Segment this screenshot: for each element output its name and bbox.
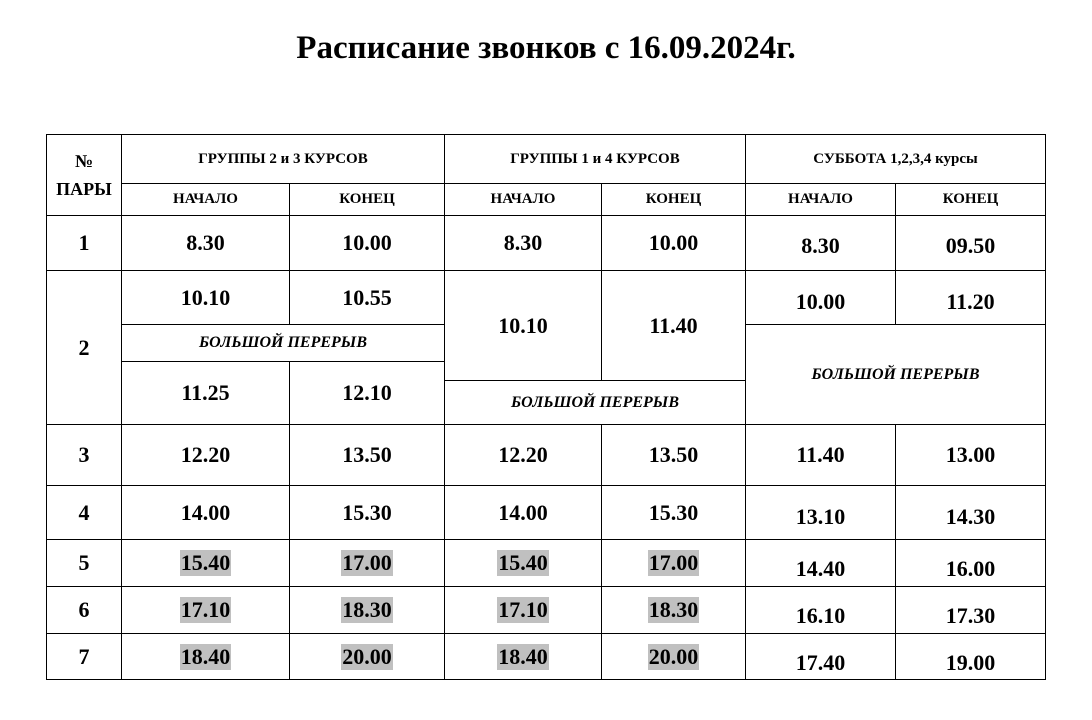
time-cell: 10.10 [122, 271, 290, 325]
time-cell: 13.00 [896, 425, 1045, 486]
time-cell [290, 540, 445, 587]
highlighted-time: 18.40 [180, 643, 231, 669]
highlighted-time: 18.30 [648, 597, 699, 622]
break-label: БОЛЬШОЙ ПЕРЕРЫВ [445, 381, 746, 425]
time-cell: 09.50 [896, 216, 1045, 271]
highlighted-time: 15.40 [498, 550, 548, 575]
header-pair [47, 135, 122, 216]
subheader-c-end: КОНЕЦ [896, 184, 1045, 216]
highlighted-time: 18.30 [342, 597, 392, 622]
time-cell [445, 634, 602, 679]
highlighted-time: 17.00 [342, 550, 392, 575]
time-cell: 8.30 [746, 216, 896, 271]
time-cell [122, 540, 290, 587]
time-cell: 13.50 [602, 425, 746, 486]
pair-number: 5 [47, 540, 122, 587]
page-title: Расписание звонков с 16.09.2024г. [296, 30, 796, 66]
time-cell: 10.10 [445, 271, 602, 381]
pair-number: 1 [47, 216, 122, 271]
time-cell [602, 540, 746, 587]
time-cell: 8.30 [445, 216, 602, 271]
header-group-2-3: ГРУППЫ 2 и 3 КУРСОВ [122, 135, 445, 184]
time-cell [122, 634, 290, 679]
subheader-b-start: НАЧАЛО [445, 184, 602, 216]
pair-number: 6 [47, 587, 122, 634]
time-cell: 11.25 [122, 362, 290, 425]
header-pair-line2: ПАРЫ [56, 179, 112, 199]
header-saturday: СУББОТА 1,2,3,4 курсы [746, 135, 1045, 184]
time-cell: 11.40 [746, 425, 896, 486]
highlighted-time: 17.10 [498, 597, 548, 622]
header-pair-line1: № [74, 151, 94, 171]
subheader-b-end: КОНЕЦ [602, 184, 746, 216]
break-label: БОЛЬШОЙ ПЕРЕРЫВ [746, 325, 1045, 425]
time-cell: 16.00 [896, 540, 1045, 587]
time-cell: 12.20 [445, 425, 602, 486]
time-cell: 17.40 [746, 634, 896, 679]
time-cell: 16.10 [746, 587, 896, 634]
highlighted-time: 18.40 [498, 643, 548, 669]
highlighted-time: 17.00 [648, 550, 699, 575]
highlighted-time: 20.00 [648, 643, 699, 669]
time-cell: 11.20 [896, 271, 1045, 325]
time-cell [602, 587, 746, 634]
time-cell: 12.20 [122, 425, 290, 486]
subheader-a-end: КОНЕЦ [290, 184, 445, 216]
time-cell: 10.00 [746, 271, 896, 325]
time-cell: 14.00 [122, 486, 290, 540]
time-cell [290, 587, 445, 634]
time-cell: 14.40 [746, 540, 896, 587]
time-cell: 11.40 [602, 271, 746, 381]
time-cell [122, 587, 290, 634]
time-cell: 8.30 [122, 216, 290, 271]
pair-number: 4 [47, 486, 122, 540]
time-cell: 17.30 [896, 587, 1045, 634]
time-cell [602, 634, 746, 679]
highlighted-time: 15.40 [180, 550, 231, 575]
time-cell: 15.30 [290, 486, 445, 540]
pair-number: 2 [47, 271, 122, 425]
highlighted-time: 17.10 [180, 597, 231, 622]
time-cell [290, 634, 445, 679]
subheader-c-start: НАЧАЛО [746, 184, 896, 216]
highlighted-time: 20.00 [342, 643, 392, 669]
time-cell: 13.50 [290, 425, 445, 486]
subheader-a-start: НАЧАЛО [122, 184, 290, 216]
time-cell: 10.55 [290, 271, 445, 325]
time-cell: 15.30 [602, 486, 746, 540]
time-cell [445, 587, 602, 634]
time-cell: 19.00 [945, 649, 996, 675]
time-cell: 13.10 [746, 486, 896, 540]
time-cell: 12.10 [290, 362, 445, 425]
time-cell: 14.30 [896, 486, 1045, 540]
header-group-1-4: ГРУППЫ 1 и 4 КУРСОВ [445, 135, 746, 184]
time-cell: 10.00 [602, 216, 746, 271]
time-cell: 14.00 [445, 486, 602, 540]
pair-number: 3 [47, 425, 122, 486]
break-label: БОЛЬШОЙ ПЕРЕРЫВ [122, 325, 445, 362]
time-cell [445, 540, 602, 587]
pair-number: 7 [47, 634, 122, 679]
schedule-table [46, 134, 1046, 680]
time-cell: 10.00 [290, 216, 445, 271]
